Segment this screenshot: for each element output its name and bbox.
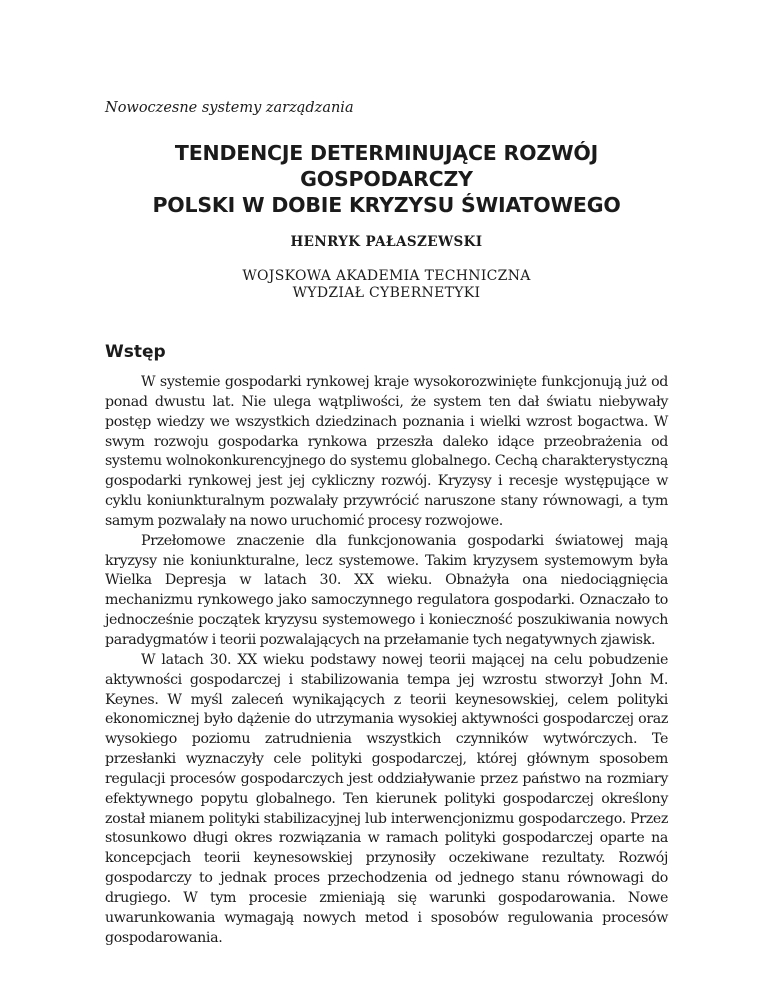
paragraph-1: W systemie gospodarki rynkowej kraje wysokorozwinięte funkcjonują już od ponad dwustu lat. Nie ulega wątpliwości, że system ten dał światu niebywały postęp wiedzy we wszystkich dziedzinach poznania i wielki wzrost bogactwa. W swym rozwoju gospodarka rynkowa przeszła daleko idące przeobrażenia od systemu wolnokonkurencyjnego do systemu globalnego. Cechą charakterystyczną gospodarki rynkowej jest jej cykliczny rozwój. Kryzysy i recesje występujące w cyklu koniunkturalnym pozwalały przywrócić naruszone stany równowagi, a tym samym pozwalały na nowo uruchomić procesy rozwojowe. <box>105 374 668 529</box>
author-name: HENRYK PAŁASZEWSKI <box>290 234 483 250</box>
paragraph-3: W latach 30. XX wieku podstawy nowej teorii mającej na celu pobudzenie aktywności gospodarczej i stabilizowania tempa jej wzrostu stworzył John M. Keynes. W myśl zaleceń wynikających z teorii keynesowskiej, celem polityki ekonomicznej było dążenie do utrzymania wysokiej aktywności gospodarczej oraz wysokiego poziomu zatrudnienia wszystkich czynników wytwórczych. Te przesłanki wyznaczyły cele polityki gospodarczej, której głównym sposobem regulacji procesów gospodarczych jest oddziaływanie przez państwo na rozmiary efektywnego popytu globalnego. Ten kierunek polityki gospodarczej określony został mianem polityki stabilizacyjnej lub interwencjonizmu gospodarczego. Przez stosunkowo długi okres rozwiązania w ramach polityki gospodarczej oparte na koncepcjach teorii keynesowskiej przynosiły oczekiwane rezultaty. Rozwój gospodarczy to jednak proces przechodzenia od jednego stanu równowagi do drugiego. W tym procesie zmieniają się warunki gospodarowania. Nowe uwarunkowania wymagają nowych metod i sposobów regulowania procesów gospodarowania. <box>105 651 668 946</box>
article-title <box>105 140 668 218</box>
affiliation-line-2: WYDZIAŁ CYBERNETYKI <box>292 284 481 301</box>
article-page <box>105 98 668 948</box>
running-head: Nowoczesne systemy zarządzania <box>105 100 354 116</box>
title-line-1: TENDENCJE DETERMINUJĄCE ROZWÓJ GOSPODARCZY <box>174 141 599 191</box>
affiliation-line-1: WOJSKOWA AKADEMIA TECHNICZNA <box>242 268 531 284</box>
paragraph-2: Przełomowe znaczenie dla funkcjonowania gospodarki światowej mają kryzysy nie koniunkturalne, lecz systemowe. Takim kryzysem systemowym była Wielka Depresja w latach 30. XX wieku. Obnażyła ona niedociągnięcia mechanizmu rynkowego jako samoczynnego regulatora gospodarki. Oznaczało to jednocześnie początek kryzysu systemowego i konieczność poszukiwania nowych paradygmatów i teorii pozwalających na przełamanie tych negatywnych zjawisk. <box>105 532 668 648</box>
section-heading: Wstęp <box>105 342 166 362</box>
title-line-2: POLSKI W DOBIE KRYZYSU ŚWIATOWEGO <box>152 193 621 217</box>
affiliation <box>105 268 668 301</box>
